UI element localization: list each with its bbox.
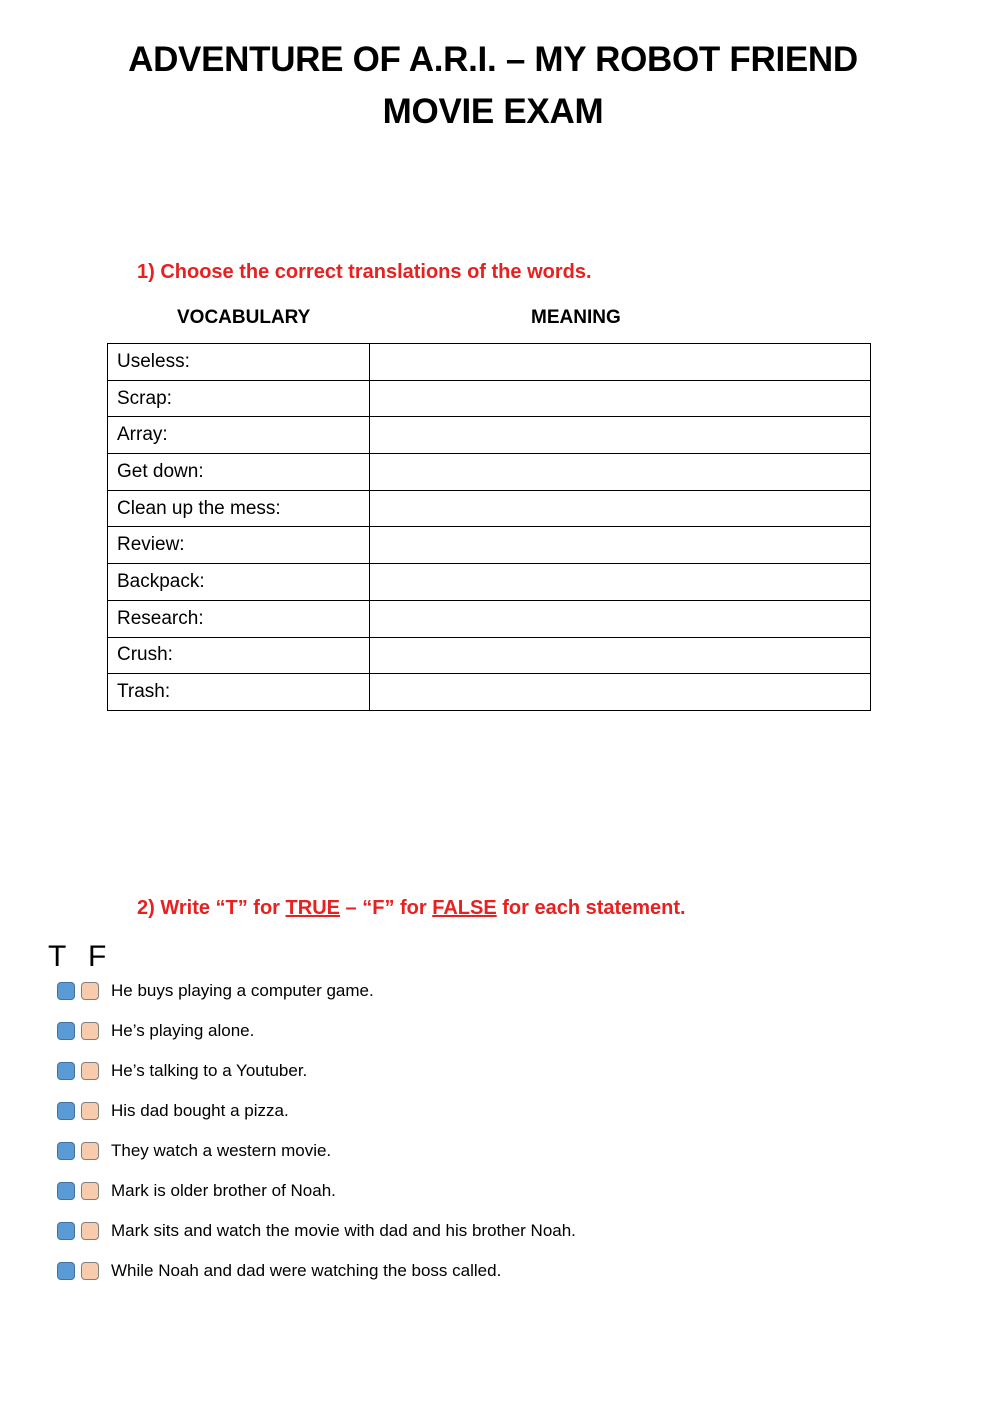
false-checkbox[interactable] (81, 1222, 99, 1240)
true-checkbox[interactable] (57, 1022, 75, 1040)
vocabulary-row (108, 417, 871, 454)
meaning-answer-cell[interactable] (370, 490, 871, 527)
true-checkbox[interactable] (57, 1182, 75, 1200)
false-column-label: F (88, 940, 107, 973)
statement-text: Mark is older brother of Noah. (111, 1181, 336, 1200)
meaning-answer-cell[interactable] (370, 344, 871, 381)
false-checkbox[interactable] (81, 1142, 99, 1160)
statement-item (57, 979, 374, 1003)
statement-item (57, 1179, 336, 1203)
vocabulary-row (108, 344, 871, 381)
statement-item (57, 1139, 331, 1163)
section-1-heading: 1) Choose the correct translations of the words. (137, 261, 592, 283)
vocabulary-row (108, 637, 871, 674)
false-checkbox[interactable] (81, 1062, 99, 1080)
statement-text: He buys playing a computer game. (111, 981, 374, 1000)
title-line-2: MOVIE EXAM (382, 92, 604, 131)
true-checkbox[interactable] (57, 1262, 75, 1280)
true-checkbox[interactable] (57, 1142, 75, 1160)
vocabulary-word: Backpack: (108, 564, 370, 601)
true-checkbox[interactable] (57, 982, 75, 1000)
vocabulary-row (108, 600, 871, 637)
false-checkbox[interactable] (81, 982, 99, 1000)
statement-text: Mark sits and watch the movie with dad and his brother Noah. (111, 1221, 576, 1240)
statement-text: They watch a western movie. (111, 1141, 332, 1160)
statement-text: He’s playing alone. (111, 1021, 255, 1040)
vocabulary-word: Get down: (108, 454, 370, 491)
vocabulary-word: Scrap: (108, 380, 370, 417)
vocabulary-word: Research: (108, 600, 370, 637)
false-checkbox[interactable] (81, 1262, 99, 1280)
vocabulary-row (108, 527, 871, 564)
true-column-label: T (48, 940, 67, 973)
false-checkbox[interactable] (81, 1102, 99, 1120)
vocabulary-row (108, 490, 871, 527)
meaning-answer-cell[interactable] (370, 380, 871, 417)
vocabulary-word: Clean up the mess: (108, 490, 370, 527)
section-2-heading-mid: – “F” for (339, 897, 433, 919)
vocabulary-table (107, 343, 871, 711)
title-line-1: ADVENTURE OF A.R.I. – MY ROBOT FRIEND (128, 40, 858, 79)
false-checkbox[interactable] (81, 1022, 99, 1040)
meaning-answer-cell[interactable] (370, 600, 871, 637)
vocabulary-word: Crush: (108, 637, 370, 674)
statement-text: His dad bought a pizza. (111, 1101, 289, 1120)
statement-item (57, 1099, 289, 1123)
vocabulary-row (108, 454, 871, 491)
vocabulary-row (108, 674, 871, 711)
vocabulary-word: Useless: (108, 344, 370, 381)
meaning-answer-cell[interactable] (370, 674, 871, 711)
statement-item (57, 1219, 576, 1243)
statement-item (57, 1059, 307, 1083)
meaning-answer-cell[interactable] (370, 637, 871, 674)
vocabulary-row (108, 564, 871, 601)
false-checkbox[interactable] (81, 1182, 99, 1200)
true-checkbox[interactable] (57, 1062, 75, 1080)
true-word: TRUE (285, 897, 340, 919)
vocabulary-row (108, 380, 871, 417)
section-2-heading (137, 897, 686, 920)
meaning-answer-cell[interactable] (370, 454, 871, 491)
meaning-answer-cell[interactable] (370, 564, 871, 601)
statement-text: He’s talking to a Youtuber. (111, 1061, 308, 1080)
vocabulary-word: Review: (108, 527, 370, 564)
false-word: FALSE (432, 897, 497, 919)
meaning-column-header: MEANING (531, 307, 621, 328)
vocabulary-word: Array: (108, 417, 370, 454)
vocabulary-word: Trash: (108, 674, 370, 711)
vocabulary-column-header: VOCABULARY (177, 307, 311, 328)
section-2-heading-prefix: 2) Write “T” for (137, 897, 286, 919)
meaning-answer-cell[interactable] (370, 527, 871, 564)
statement-text: While Noah and dad were watching the boss called. (111, 1261, 502, 1280)
section-2-heading-suffix: for each statement. (496, 897, 686, 919)
statement-item (57, 1259, 501, 1283)
true-checkbox[interactable] (57, 1102, 75, 1120)
true-checkbox[interactable] (57, 1222, 75, 1240)
meaning-answer-cell[interactable] (370, 417, 871, 454)
statement-item (57, 1019, 254, 1043)
